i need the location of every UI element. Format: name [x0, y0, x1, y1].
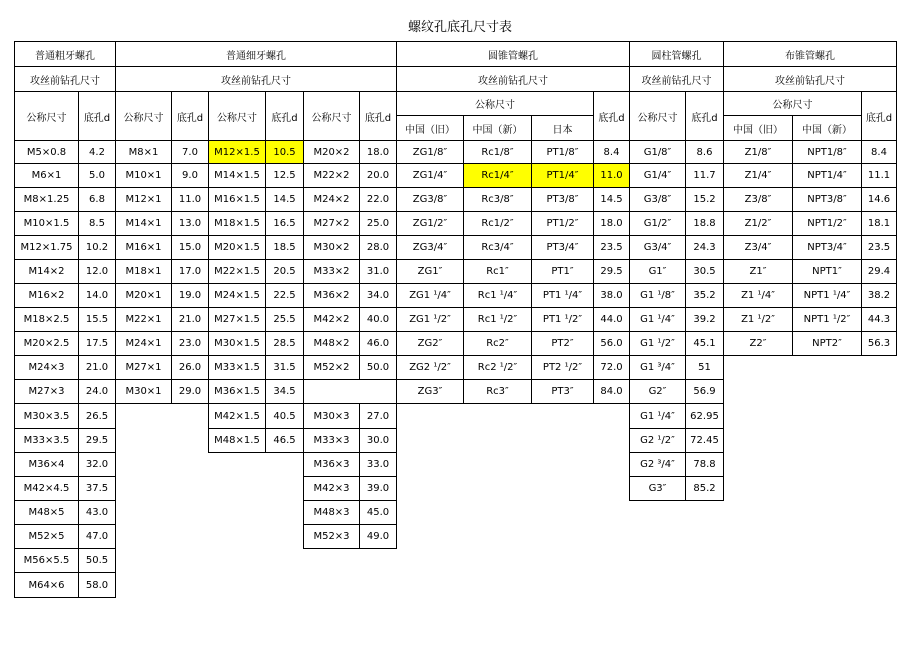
- coarse-row-cell: M20×2.5: [14, 331, 79, 356]
- fine-row-cell: M12×1: [115, 187, 172, 212]
- npt-row-cell: Z1 ¹/2″: [723, 307, 793, 332]
- coarse-row-cell: 43.0: [78, 500, 116, 525]
- coarse-row-cell: M8×1.25: [14, 187, 79, 212]
- parallel-row-cell: G1/2″: [629, 211, 686, 236]
- china-new-header: 中国（新）: [463, 115, 532, 141]
- fine-row-cell: 9.0: [171, 163, 209, 188]
- taper-row-cell: Rc2 ¹/2″: [463, 355, 532, 380]
- taper-row-cell: 18.0: [593, 211, 630, 236]
- npt-row-cell: NPT1/4″: [792, 163, 862, 188]
- coarse-row-cell: 24.0: [78, 379, 116, 404]
- npt-row-cell: 23.5: [861, 235, 897, 260]
- taper-row-cell: 38.0: [593, 283, 630, 308]
- coarse-row-cell: 26.5: [78, 403, 116, 429]
- coarse-row-cell: M30×3.5: [14, 403, 79, 429]
- taper-row-cell: PT3″: [531, 379, 594, 404]
- parallel-row-cell: G2 ³/4″: [629, 452, 686, 477]
- nominal-size-header: 公称尺寸: [303, 91, 360, 141]
- section-npt: 布锥管螺孔: [723, 41, 897, 67]
- drill-header-fine: 攻丝前钻孔尺寸: [115, 66, 397, 92]
- fine-row-cell: M20×1: [115, 283, 172, 308]
- fine-row-cell: 27.0: [359, 403, 397, 429]
- fine-row-cell: M42×1.5: [208, 403, 266, 429]
- drill-header-coarse: 攻丝前钻孔尺寸: [14, 66, 116, 92]
- fine-row-cell: M36×1.5: [208, 379, 266, 404]
- taper-row-cell: 44.0: [593, 307, 630, 332]
- coarse-row-cell: 58.0: [78, 572, 116, 598]
- coarse-row-cell: 4.2: [78, 140, 116, 164]
- npt-row-cell: 29.4: [861, 259, 897, 284]
- taper-row-cell: ZG1/4″: [396, 163, 464, 188]
- taper-row-cell: PT1 ¹/2″: [531, 307, 594, 332]
- fine-row-cell: M27×1.5: [208, 307, 266, 332]
- bore-header: 底孔d: [359, 91, 397, 141]
- fine-row-cell: 45.0: [359, 500, 397, 525]
- fine-row-cell: 26.0: [171, 355, 209, 380]
- fine-row-cell: 13.0: [171, 211, 209, 236]
- coarse-row-cell: M10×1.5: [14, 211, 79, 236]
- parallel-row-cell: 85.2: [685, 476, 724, 501]
- fine-row-cell: 40.5: [265, 403, 304, 429]
- fine-row-cell: M20×2: [303, 140, 360, 164]
- parallel-row-cell: 72.45: [685, 428, 724, 453]
- taper-row-cell: 84.0: [593, 379, 630, 404]
- fine-row-cell: M33×1.5: [208, 355, 266, 380]
- fine-row-cell: M30×1: [115, 379, 172, 404]
- coarse-row-cell: 6.8: [78, 187, 116, 212]
- coarse-row-cell: 50.5: [78, 548, 116, 573]
- npt-row-cell: Z2″: [723, 331, 793, 356]
- fine-row-cell: 50.0: [359, 355, 397, 380]
- coarse-row-cell: M42×4.5: [14, 476, 79, 501]
- nominal-size-header: 公称尺寸: [396, 91, 594, 116]
- npt-row-cell: NPT1/8″: [792, 140, 862, 164]
- parallel-row-cell: 15.2: [685, 187, 724, 212]
- fine-row-cell: 25.5: [265, 307, 304, 332]
- fine-row-cell: 46.0: [359, 331, 397, 356]
- fine-row-cell: 25.0: [359, 211, 397, 236]
- parallel-row-cell: G3″: [629, 476, 686, 501]
- parallel-row-cell: G1 ¹/4″: [629, 307, 686, 332]
- taper-row-cell: 72.0: [593, 355, 630, 380]
- parallel-row-cell: G3/4″: [629, 235, 686, 260]
- fine-row-cell: 31.0: [359, 259, 397, 284]
- npt-row-cell: Z1/4″: [723, 163, 793, 188]
- taper-row-cell: PT1/2″: [531, 211, 594, 236]
- fine-row-cell: M10×1: [115, 163, 172, 188]
- parallel-row-cell: 35.2: [685, 283, 724, 308]
- npt-row-cell: 18.1: [861, 211, 897, 236]
- npt-row-cell: Z3/8″: [723, 187, 793, 212]
- npt-row-cell: NPT1 ¹/2″: [792, 307, 862, 332]
- coarse-row-cell: 15.5: [78, 307, 116, 332]
- parallel-row-cell: 62.95: [685, 403, 724, 429]
- taper-row-cell: ZG1/2″: [396, 211, 464, 236]
- coarse-row-cell: M48×5: [14, 500, 79, 525]
- fine-row-cell: 28.0: [359, 235, 397, 260]
- taper-row-cell: 11.0: [593, 163, 630, 188]
- fine-row-cell: M48×1.5: [208, 428, 266, 453]
- china-old-header: 中国（旧）: [723, 115, 793, 141]
- drill-header-taper: 攻丝前钻孔尺寸: [396, 66, 630, 92]
- coarse-row-cell: 17.5: [78, 331, 116, 356]
- fine-row-cell: M33×3: [303, 428, 360, 453]
- taper-row-cell: PT3/4″: [531, 235, 594, 260]
- npt-row-cell: 11.1: [861, 163, 897, 188]
- coarse-row-cell: 37.5: [78, 476, 116, 501]
- bore-header: 底孔d: [171, 91, 209, 141]
- taper-row-cell: Rc3″: [463, 379, 532, 404]
- coarse-row-cell: 47.0: [78, 524, 116, 549]
- fine-row-cell: 20.5: [265, 259, 304, 284]
- section-taper: 圆锥管螺孔: [396, 41, 630, 67]
- fine-row-cell: 23.0: [171, 331, 209, 356]
- npt-row-cell: Z1/8″: [723, 140, 793, 164]
- page-title: 螺纹孔底孔尺寸表: [407, 20, 512, 35]
- fine-row-cell: M18×1: [115, 259, 172, 284]
- fine-row-cell: 19.0: [171, 283, 209, 308]
- npt-row-cell: Z3/4″: [723, 235, 793, 260]
- coarse-row-cell: 32.0: [78, 452, 116, 477]
- taper-row-cell: PT2 ¹/2″: [531, 355, 594, 380]
- coarse-row-cell: 29.5: [78, 428, 116, 453]
- taper-row-cell: PT3/8″: [531, 187, 594, 212]
- drill-header-parallel: 攻丝前钻孔尺寸: [629, 66, 724, 92]
- npt-row-cell: 8.4: [861, 140, 897, 164]
- parallel-row-cell: 51: [685, 355, 724, 380]
- fine-row-cell: M22×1: [115, 307, 172, 332]
- parallel-row-cell: 24.3: [685, 235, 724, 260]
- fine-row-cell: M30×1.5: [208, 331, 266, 356]
- npt-row-cell: NPT2″: [792, 331, 862, 356]
- parallel-row-cell: 78.8: [685, 452, 724, 477]
- taper-row-cell: Rc1″: [463, 259, 532, 284]
- npt-row-cell: 44.3: [861, 307, 897, 332]
- fine-row-cell: M36×2: [303, 283, 360, 308]
- parallel-row-cell: 45.1: [685, 331, 724, 356]
- parallel-row-cell: 30.5: [685, 259, 724, 284]
- bore-header: 底孔d: [593, 91, 630, 141]
- fine-row-cell: M30×3: [303, 403, 360, 429]
- fine-row-cell: 31.5: [265, 355, 304, 380]
- fine-row-cell: M33×2: [303, 259, 360, 284]
- taper-row-cell: ZG1 ¹/2″: [396, 307, 464, 332]
- npt-row-cell: 38.2: [861, 283, 897, 308]
- coarse-row-cell: 5.0: [78, 163, 116, 188]
- fine-row-cell: 33.0: [359, 452, 397, 477]
- taper-row-cell: PT1/4″: [531, 163, 594, 188]
- parallel-row-cell: 18.8: [685, 211, 724, 236]
- fine-row-cell: M14×1: [115, 211, 172, 236]
- parallel-row-cell: 8.6: [685, 140, 724, 164]
- fine-row-cell: M52×2: [303, 355, 360, 380]
- fine-row-cell: 49.0: [359, 524, 397, 549]
- parallel-row-cell: G1/4″: [629, 163, 686, 188]
- coarse-row-cell: M14×2: [14, 259, 79, 284]
- nominal-size-header: 公称尺寸: [629, 91, 686, 141]
- fine-row-cell: 34.0: [359, 283, 397, 308]
- parallel-row-cell: G1 ¹/2″: [629, 331, 686, 356]
- parallel-row-cell: G1 ¹/8″: [629, 283, 686, 308]
- parallel-row-cell: G2″: [629, 379, 686, 404]
- bore-header: 底孔d: [685, 91, 724, 141]
- bore-header: 底孔d: [861, 91, 897, 141]
- fine-row-cell: M16×1.5: [208, 187, 266, 212]
- parallel-row-cell: 39.2: [685, 307, 724, 332]
- npt-row-cell: NPT3/4″: [792, 235, 862, 260]
- fine-row-cell: 30.0: [359, 428, 397, 453]
- taper-row-cell: Rc3/8″: [463, 187, 532, 212]
- fine-row-cell: 17.0: [171, 259, 209, 284]
- parallel-row-cell: G1″: [629, 259, 686, 284]
- taper-row-cell: 8.4: [593, 140, 630, 164]
- coarse-row-cell: M12×1.75: [14, 235, 79, 260]
- taper-row-cell: Rc2″: [463, 331, 532, 356]
- coarse-row-cell: 12.0: [78, 259, 116, 284]
- npt-row-cell: Z1/2″: [723, 211, 793, 236]
- taper-row-cell: ZG1/8″: [396, 140, 464, 164]
- taper-row-cell: Rc1/2″: [463, 211, 532, 236]
- china-old-header: 中国（旧）: [396, 115, 464, 141]
- taper-row-cell: ZG1 ¹/4″: [396, 283, 464, 308]
- fine-row-cell: 34.5: [265, 379, 304, 404]
- fine-row-cell: 39.0: [359, 476, 397, 501]
- coarse-row-cell: 21.0: [78, 355, 116, 380]
- fine-row-cell: 22.0: [359, 187, 397, 212]
- taper-row-cell: Rc1 ¹/2″: [463, 307, 532, 332]
- fine-row-cell: M12×1.5: [208, 140, 266, 164]
- coarse-row-cell: M6×1: [14, 163, 79, 188]
- taper-row-cell: Rc1/4″: [463, 163, 532, 188]
- fine-row-cell: M30×2: [303, 235, 360, 260]
- parallel-row-cell: 56.9: [685, 379, 724, 404]
- taper-row-cell: ZG3/8″: [396, 187, 464, 212]
- fine-row-cell: M24×1.5: [208, 283, 266, 308]
- npt-row-cell: 56.3: [861, 331, 897, 356]
- fine-row-cell: 18.5: [265, 235, 304, 260]
- fine-row-cell: M14×1.5: [208, 163, 266, 188]
- parallel-row-cell: G2 ¹/2″: [629, 428, 686, 453]
- fine-row-cell: M36×3: [303, 452, 360, 477]
- drill-header-npt: 攻丝前钻孔尺寸: [723, 66, 897, 92]
- fine-row-cell: M22×1.5: [208, 259, 266, 284]
- fine-row-cell: 15.0: [171, 235, 209, 260]
- taper-row-cell: ZG2 ¹/2″: [396, 355, 464, 380]
- coarse-row-cell: M52×5: [14, 524, 79, 549]
- fine-row-cell: 40.0: [359, 307, 397, 332]
- fine-row-cell: 12.5: [265, 163, 304, 188]
- taper-row-cell: PT1 ¹/4″: [531, 283, 594, 308]
- taper-row-cell: ZG3/4″: [396, 235, 464, 260]
- taper-row-cell: PT1/8″: [531, 140, 594, 164]
- nominal-size-header: 公称尺寸: [208, 91, 266, 141]
- coarse-row-cell: 14.0: [78, 283, 116, 308]
- coarse-row-cell: 10.2: [78, 235, 116, 260]
- fine-row-cell: 28.5: [265, 331, 304, 356]
- npt-row-cell: NPT1 ¹/4″: [792, 283, 862, 308]
- npt-row-cell: NPT1/2″: [792, 211, 862, 236]
- npt-row-cell: NPT3/8″: [792, 187, 862, 212]
- fine-row-cell: M48×2: [303, 331, 360, 356]
- taper-row-cell: Rc1 ¹/4″: [463, 283, 532, 308]
- fine-row-cell: 11.0: [171, 187, 209, 212]
- parallel-row-cell: G1 ³/4″: [629, 355, 686, 380]
- fine-row-cell: 18.0: [359, 140, 397, 164]
- coarse-row-cell: M36×4: [14, 452, 79, 477]
- nominal-size-header: 公称尺寸: [115, 91, 172, 141]
- fine-row-cell: M18×1.5: [208, 211, 266, 236]
- bore-header: 底孔d: [78, 91, 116, 141]
- fine-row-cell: 20.0: [359, 163, 397, 188]
- fine-row-cell: 10.5: [265, 140, 304, 164]
- taper-row-cell: Rc1/8″: [463, 140, 532, 164]
- coarse-row-cell: M64×6: [14, 572, 79, 598]
- fine-row-cell: M22×2: [303, 163, 360, 188]
- fine-row-cell: 16.5: [265, 211, 304, 236]
- npt-row-cell: Z1 ¹/4″: [723, 283, 793, 308]
- parallel-row-cell: G1 ¹/4″: [629, 403, 686, 429]
- taper-row-cell: Rc3/4″: [463, 235, 532, 260]
- coarse-row-cell: M56×5.5: [14, 548, 79, 573]
- bore-header: 底孔d: [265, 91, 304, 141]
- fine-row-cell: 14.5: [265, 187, 304, 212]
- npt-row-cell: 14.6: [861, 187, 897, 212]
- parallel-row-cell: G1/8″: [629, 140, 686, 164]
- fine-row-cell: M24×2: [303, 187, 360, 212]
- section-parallel: 圆柱管螺孔: [629, 41, 724, 67]
- coarse-row-cell: M18×2.5: [14, 307, 79, 332]
- coarse-row-cell: M24×3: [14, 355, 79, 380]
- fine-row-cell: M52×3: [303, 524, 360, 549]
- taper-row-cell: PT1″: [531, 259, 594, 284]
- parallel-row-cell: G3/8″: [629, 187, 686, 212]
- fine-row-cell: M48×3: [303, 500, 360, 525]
- taper-row-cell: 23.5: [593, 235, 630, 260]
- coarse-row-cell: M33×3.5: [14, 428, 79, 453]
- fine-row-cell: M42×3: [303, 476, 360, 501]
- fine-row-cell: M42×2: [303, 307, 360, 332]
- section-coarse: 普通粗牙螺孔: [14, 41, 116, 67]
- taper-row-cell: ZG1″: [396, 259, 464, 284]
- fine-row-cell: 7.0: [171, 140, 209, 164]
- npt-row-cell: NPT1″: [792, 259, 862, 284]
- taper-row-cell: ZG2″: [396, 331, 464, 356]
- taper-row-cell: 29.5: [593, 259, 630, 284]
- taper-row-cell: PT2″: [531, 331, 594, 356]
- coarse-row-cell: M27×3: [14, 379, 79, 404]
- fine-row-cell: M27×2: [303, 211, 360, 236]
- npt-row-cell: Z1″: [723, 259, 793, 284]
- coarse-row-cell: M5×0.8: [14, 140, 79, 164]
- fine-row-cell: M8×1: [115, 140, 172, 164]
- fine-row-cell: M24×1: [115, 331, 172, 356]
- fine-row-cell: 22.5: [265, 283, 304, 308]
- nominal-size-header: 公称尺寸: [723, 91, 862, 116]
- taper-row-cell: 14.5: [593, 187, 630, 212]
- nominal-size-header: 公称尺寸: [14, 91, 79, 141]
- section-fine: 普通细牙螺孔: [115, 41, 397, 67]
- coarse-row-cell: 8.5: [78, 211, 116, 236]
- fine-row-cell: 46.5: [265, 428, 304, 453]
- parallel-row-cell: 11.7: [685, 163, 724, 188]
- china-new-header: 中国（新）: [792, 115, 862, 141]
- fine-row-cell: 21.0: [171, 307, 209, 332]
- taper-row-cell: 56.0: [593, 331, 630, 356]
- fine-row-cell: M16×1: [115, 235, 172, 260]
- japan-header: 日本: [531, 115, 594, 141]
- fine-row-cell: 29.0: [171, 379, 209, 404]
- fine-row-cell: M20×1.5: [208, 235, 266, 260]
- taper-row-cell: ZG3″: [396, 379, 464, 404]
- coarse-row-cell: M16×2: [14, 283, 79, 308]
- fine-row-cell: M27×1: [115, 355, 172, 380]
